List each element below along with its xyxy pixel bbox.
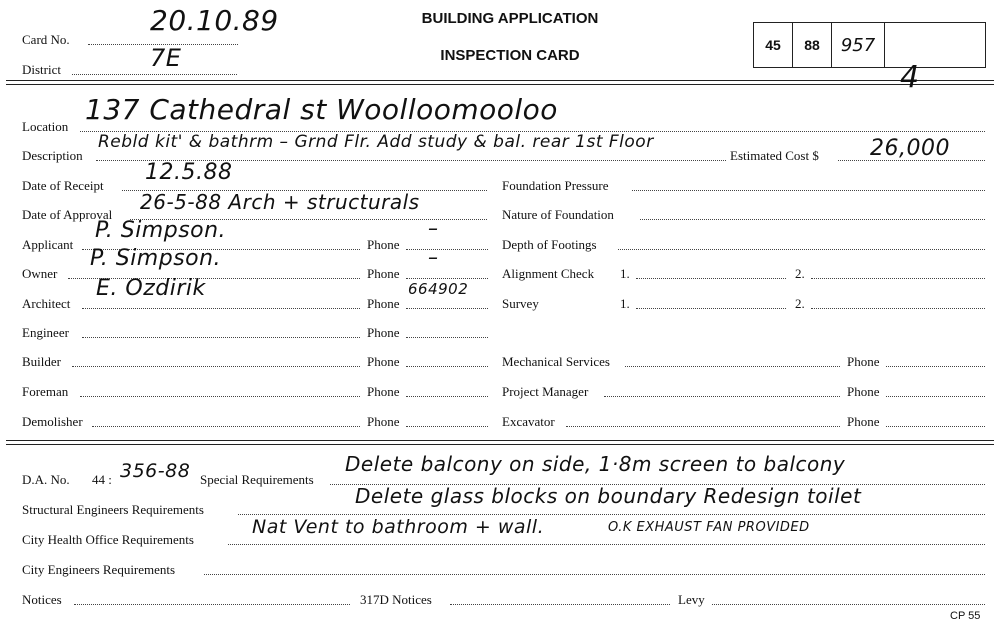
date-receipt-label: Date of Receipt	[22, 178, 104, 193]
card-no-label: Card No.	[22, 32, 70, 47]
excavator-line	[566, 426, 840, 427]
alignment-two-line	[811, 278, 985, 279]
alignment-one-line	[636, 278, 786, 279]
nature-foundation-label: Nature of Foundation	[502, 207, 614, 222]
survey-one: 1.	[620, 296, 630, 311]
excavator-phone-label: Phone	[847, 414, 880, 429]
demolisher-label: Demolisher	[22, 414, 83, 429]
title-line-2: INSPECTION CARD	[440, 47, 580, 64]
da-label: D.A. No.	[22, 472, 70, 487]
form-code: CP 55	[950, 610, 981, 622]
demolisher-line	[92, 426, 360, 427]
project-manager-label: Project Manager	[502, 384, 589, 399]
structural-value: Delete glass blocks on boundary Redesign toilet	[355, 484, 862, 508]
special-req-value: Delete balcony on side, 1·8m screen to balcony	[345, 452, 846, 476]
applicant-phone-value: –	[428, 216, 439, 240]
health-label: City Health Office Requirements	[22, 532, 194, 547]
date-receipt-value: 12.5.88	[145, 160, 233, 185]
builder-line	[72, 366, 360, 367]
structural-line	[238, 514, 985, 515]
da-value: 356-88	[120, 460, 191, 482]
engineer-phone-line	[406, 337, 488, 338]
foundation-pressure-label: Foundation Pressure	[502, 178, 609, 193]
alignment-check-label: Alignment Check	[502, 266, 595, 281]
description-value: Rebld kit' & bathrm – Grnd Flr. Add study & bal. rear 1st Floor	[98, 132, 654, 152]
engineer-line	[82, 337, 360, 338]
project-manager-line	[604, 396, 840, 397]
date-approval-label: Date of Approval	[22, 207, 113, 222]
foreman-phone-line	[406, 396, 488, 397]
owner-label: Owner	[22, 266, 58, 281]
description-label: Description	[22, 148, 83, 163]
owner-value: P. Simpson.	[90, 246, 222, 271]
health-line	[228, 544, 985, 545]
mechanical-label: Mechanical Services	[502, 354, 610, 369]
notices-line	[74, 604, 350, 605]
top-mark: 4	[900, 60, 920, 95]
mechanical-line	[625, 366, 840, 367]
middle-rule	[6, 440, 994, 445]
survey-label: Survey	[502, 296, 539, 311]
levy-label: Levy	[678, 592, 705, 607]
applicant-phone-line	[406, 249, 488, 250]
estimated-cost-label: Estimated Cost $	[730, 148, 819, 163]
owner-phone-line	[406, 278, 488, 279]
mechanical-phone-line	[886, 366, 985, 367]
owner-phone-value: –	[428, 245, 439, 269]
nature-foundation-line	[640, 219, 985, 220]
owner-phone-label: Phone	[367, 266, 400, 281]
number-box-2: 88	[793, 23, 832, 67]
health-value-2: O.K EXHAUST FAN PROVIDED	[608, 520, 810, 535]
builder-label: Builder	[22, 354, 61, 369]
architect-phone-value: 664902	[408, 280, 469, 298]
demolisher-phone-label: Phone	[367, 414, 400, 429]
district-line	[72, 74, 237, 75]
excavator-phone-line	[886, 426, 985, 427]
notices-317d-line	[450, 604, 670, 605]
applicant-label: Applicant	[22, 237, 74, 252]
engineer-label: Engineer	[22, 325, 69, 340]
alignment-two: 2.	[795, 266, 805, 281]
number-box-1: 45	[754, 23, 793, 67]
foundation-pressure-line	[632, 190, 985, 191]
city-engineers-line	[204, 574, 985, 575]
district-label: District	[22, 62, 61, 77]
foreman-line	[80, 396, 360, 397]
depth-footings-label: Depth of Footings	[502, 237, 597, 252]
title-line-1: BUILDING APPLICATION	[421, 10, 599, 27]
date-approval-value: 26-5-88 Arch + structurals	[140, 190, 420, 214]
architect-phone-line	[406, 308, 488, 309]
foreman-phone-label: Phone	[367, 384, 400, 399]
project-manager-phone-line	[886, 396, 985, 397]
notices-317d-label: 317D Notices	[360, 592, 432, 607]
demolisher-phone-line	[406, 426, 488, 427]
architect-line	[82, 308, 360, 309]
builder-phone-line	[406, 366, 488, 367]
city-engineers-label: City Engineers Requirements	[22, 562, 176, 577]
levy-line	[712, 604, 985, 605]
card-no-value: 20.10.89	[150, 4, 279, 37]
district-value: 7E	[150, 44, 182, 72]
applicant-phone-label: Phone	[367, 237, 400, 252]
health-value: Nat Vent to bathroom + wall.	[252, 516, 545, 538]
builder-phone-label: Phone	[367, 354, 400, 369]
location-label: Location	[22, 119, 69, 134]
depth-footings-line	[618, 249, 985, 250]
alignment-one: 1.	[620, 266, 630, 281]
number-box-3: 957	[832, 23, 885, 67]
architect-value: E. Ozdirik	[96, 276, 206, 301]
card-number-boxes	[753, 22, 986, 68]
foreman-label: Foreman	[22, 384, 69, 399]
excavator-label: Excavator	[502, 414, 555, 429]
da-prefix: 44 :	[92, 472, 112, 487]
estimated-cost-value: 26,000	[870, 136, 950, 161]
structural-label: Structural Engineers Requirements	[22, 502, 204, 517]
notices-label: Notices	[22, 592, 62, 607]
location-value: 137 Cathedral st Woolloomooloo	[85, 93, 558, 126]
project-manager-phone-label: Phone	[847, 384, 880, 399]
survey-one-line	[636, 308, 786, 309]
survey-two: 2.	[795, 296, 805, 311]
top-rule	[6, 80, 994, 85]
engineer-phone-label: Phone	[367, 325, 400, 340]
applicant-value: P. Simpson.	[95, 218, 227, 243]
survey-two-line	[811, 308, 985, 309]
special-req-label: Special Requirements	[200, 472, 314, 487]
mechanical-phone-label: Phone	[847, 354, 880, 369]
architect-phone-label: Phone	[367, 296, 400, 311]
architect-label: Architect	[22, 296, 71, 311]
